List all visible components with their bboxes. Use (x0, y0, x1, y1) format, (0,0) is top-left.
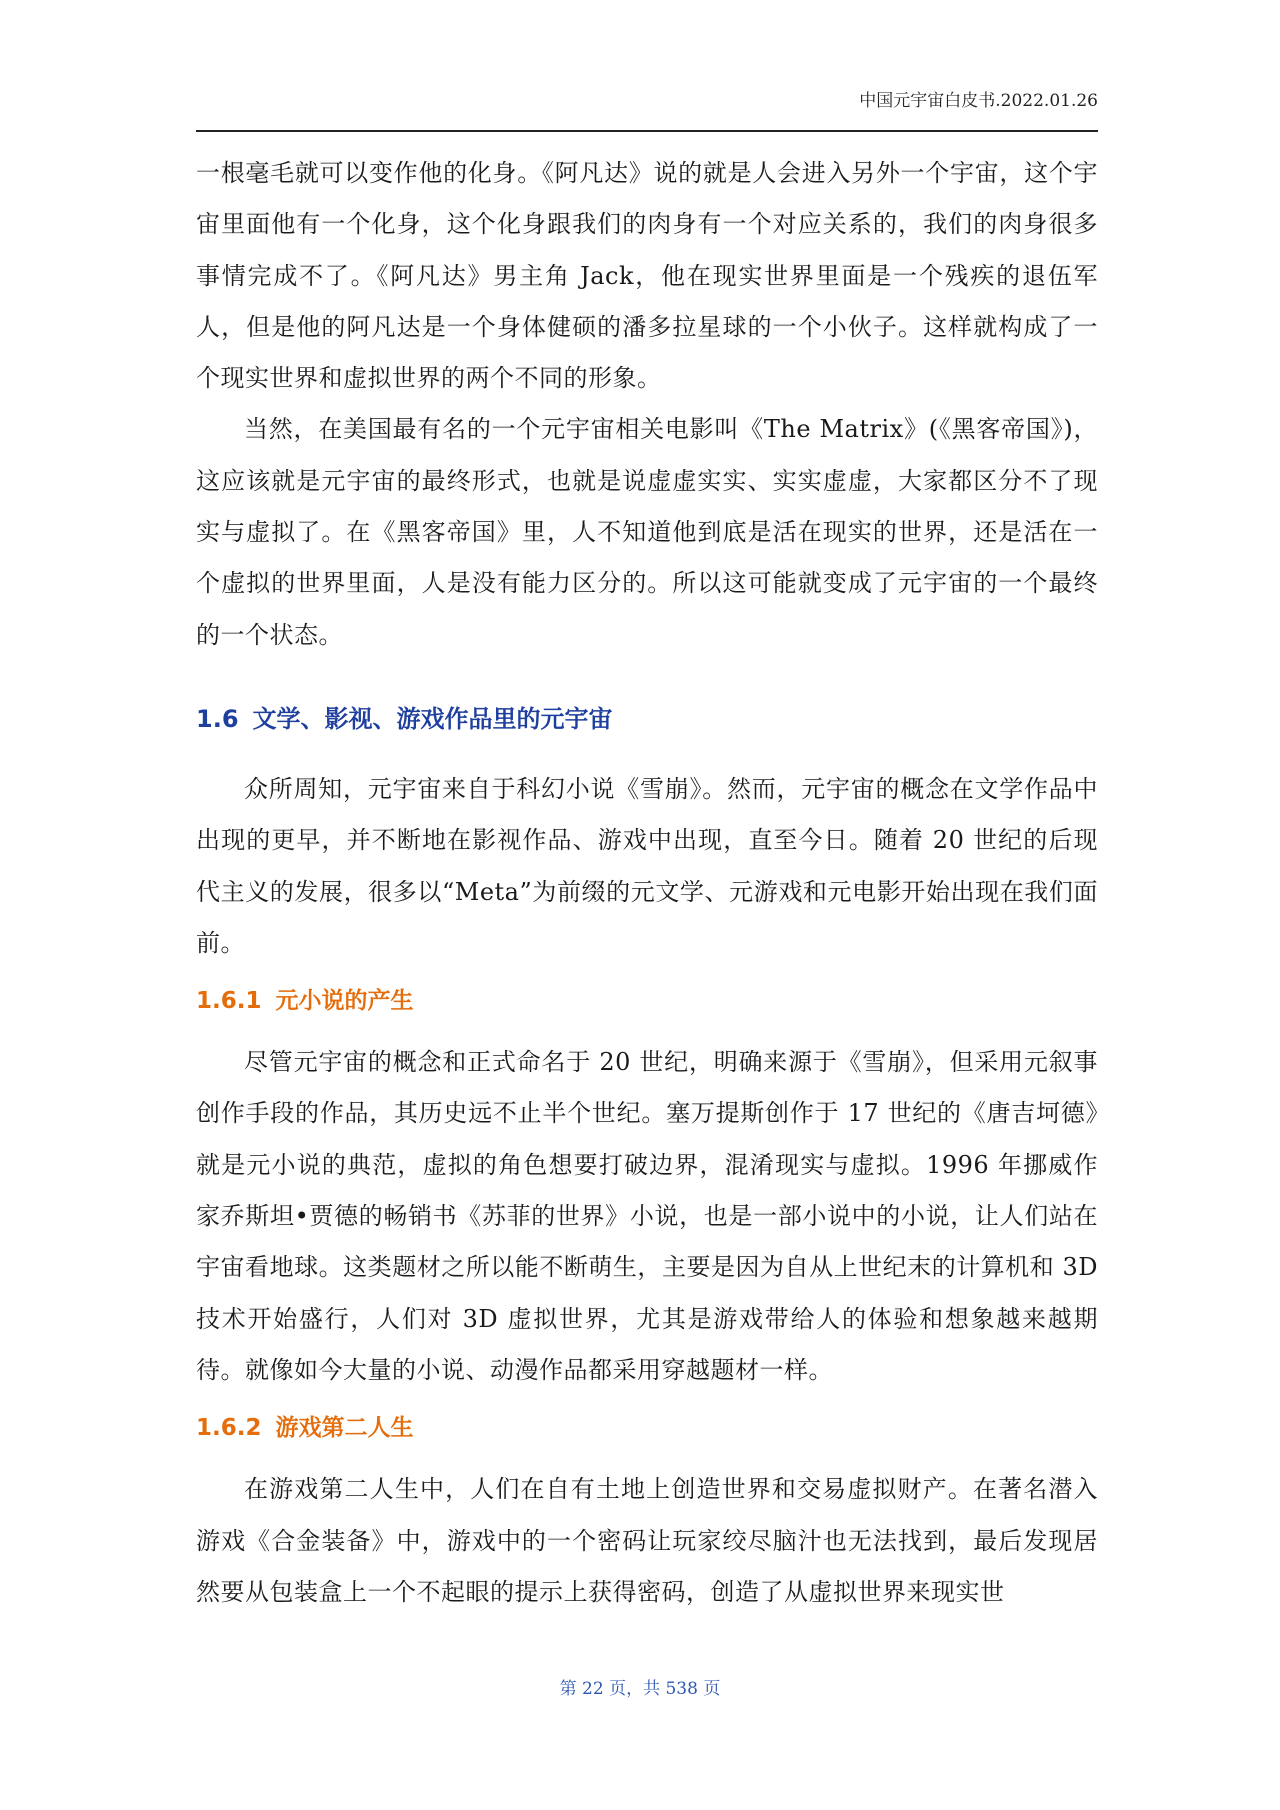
page-footer: 第 22 页，共 538 页 (559, 1679, 721, 1699)
subsection-title: 元小说的产生 (275, 988, 414, 1015)
subsection-heading-1-6-2 (196, 1408, 1098, 1448)
page-header: 中国元宇宙白皮书.2022.01.26 (859, 91, 1098, 111)
section-heading-1-6 (196, 699, 1098, 739)
page-content (196, 148, 1098, 1618)
body-paragraph-2: 当然，在美国最有名的一个元宇宙相关电影叫《The Matrix》(《黑客帝国》)，这应该就是元宇宙的最终形式，也就是说虚虚实实、实实虚虚，大家都区分不了现实与虚拟了。在《黑客帝国》里，人不知道他到底是活在现实的世界，还是活在一个虚拟的世界里面，人是没有能力区分的。所以这可能就变成了元宇宙的一个最终的一个状态。 (196, 415, 1098, 649)
body-paragraph-5: 在游戏第二人生中，人们在自有土地上创造世界和交易虚拟财产。在著名潜入游戏《合金装备》中，游戏中的一个密码让玩家绞尽脑汁也无法找到，最后发现居然要从包装盒上一个不起眼的提示上获得密码，创造了从虚拟世界来现实世 (196, 1475, 1098, 1606)
body-paragraph-4: 尽管元宇宙的概念和正式命名于 20 世纪，明确来源于《雪崩》，但采用元叙事创作手段的作品，其历史远不止半个世纪。塞万提斯创作于 17 世纪的《唐吉坷德》就是元小说的典范，虚拟的角色想要打破边界，混淆现实与虚拟。1996 年挪威作家乔斯坦•贾德的畅销书《苏菲的世界》小说，也是一部小说中的小说，让人们站在宇宙看地球。这类题材之所以能不断萌生，主要是因为自从上世纪末的计算机和 3D 技术开始盛行，人们对 3D 虚拟世界，尤其是游戏带给人的体验和想象越来越期待。就像如今大量的小说、动漫作品都采用穿越题材一样。 (196, 1048, 1098, 1384)
subsection-title: 游戏第二人生 (275, 1415, 414, 1442)
subsection-number: 1.6.1 (196, 988, 262, 1015)
body-paragraph-3: 众所周知，元宇宙来自于科幻小说《雪崩》。然而，元宇宙的概念在文学作品中出现的更早，并不断地在影视作品、游戏中出现，直至今日。随着 20 世纪的后现代主义的发展，很多以“Meta”为前缀的元文学、元游戏和元电影开始出现在我们面前。 (196, 774, 1098, 957)
subsection-heading-1-6-1 (196, 981, 1098, 1021)
body-paragraph-1: 一根毫毛就可以变作他的化身。《阿凡达》说的就是人会进入另外一个宇宙，这个宇宙里面他有一个化身，这个化身跟我们的肉身有一个对应关系的，我们的肉身很多事情完成不了。《阿凡达》男主角 Jack，他在现实世界里面是一个残疾的退伍军人，但是他的阿凡达是一个身体健硕的潘多拉星球的一个小伙子。这样就构成了一个现实世界和虚拟世界的两个不同的形象。 (196, 159, 1098, 393)
header-divider (196, 130, 1098, 132)
section-number: 1.6 (196, 704, 239, 733)
subsection-number: 1.6.2 (196, 1415, 262, 1442)
section-title: 文学、影视、游戏作品里的元宇宙 (252, 704, 613, 733)
